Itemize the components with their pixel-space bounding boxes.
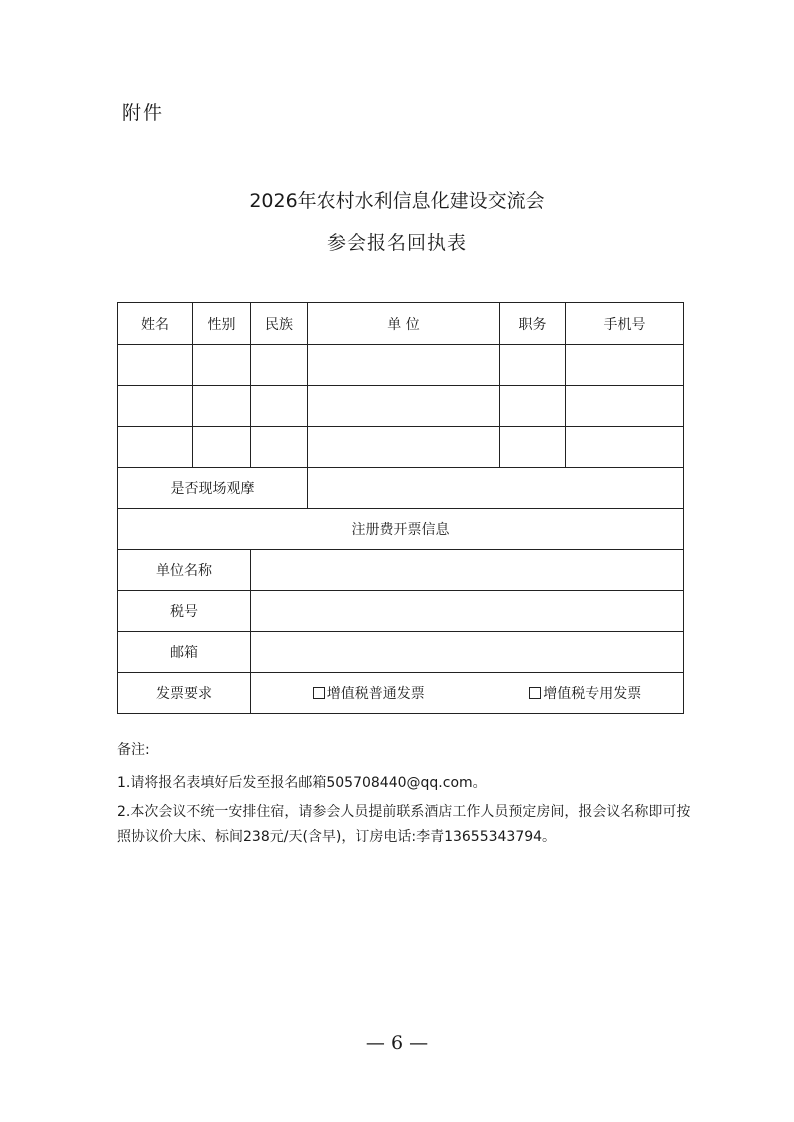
email-label: 邮箱: [118, 632, 251, 673]
organization-cell[interactable]: [308, 345, 500, 386]
registration-form-table: [117, 302, 684, 714]
unit-name-row: [118, 550, 684, 591]
position-cell[interactable]: [500, 345, 566, 386]
header-ethnicity: 民族: [251, 303, 308, 345]
organization-cell[interactable]: [308, 427, 500, 468]
invoice-requirement-options: [251, 673, 684, 714]
document-subtitle: 参会报名回执表: [326, 232, 467, 254]
unit-name-field[interactable]: [251, 550, 684, 591]
onsite-visit-label: 是否现场观摩: [118, 468, 308, 509]
invoice-requirement-label: 发票要求: [118, 673, 251, 714]
gender-cell[interactable]: [193, 345, 251, 386]
ethnicity-cell[interactable]: [251, 427, 308, 468]
header-organization: 单 位: [308, 303, 500, 345]
ethnicity-cell[interactable]: [251, 345, 308, 386]
note-item-2: 2.本次会议不统一安排住宿，请参会人员提前联系酒店工作人员预定房间，报会议名称即可按照协议价大床、标间238元/天(含早)，订房电话:李青13655343794。: [117, 804, 691, 845]
onsite-visit-row: [118, 468, 684, 509]
tax-number-field[interactable]: [251, 591, 684, 632]
invoice-option-special-label: 增值税专用发票: [543, 686, 642, 702]
table-row: [118, 427, 684, 468]
unit-name-label: 单位名称: [118, 550, 251, 591]
phone-cell[interactable]: [566, 386, 684, 427]
header-position: 职务: [500, 303, 566, 345]
gender-cell[interactable]: [193, 386, 251, 427]
checkbox-icon[interactable]: [529, 687, 541, 699]
document-title: 2026年农村水利信息化建设交流会: [249, 190, 545, 212]
invoice-option-normal[interactable]: [313, 683, 425, 703]
name-cell[interactable]: [118, 427, 193, 468]
attachment-label: 附件: [122, 102, 165, 124]
notes-heading: 备注:: [117, 742, 150, 758]
gender-cell[interactable]: [193, 427, 251, 468]
name-cell[interactable]: [118, 386, 193, 427]
email-field[interactable]: [251, 632, 684, 673]
header-phone: 手机号: [566, 303, 684, 345]
header-name: 姓名: [118, 303, 193, 345]
tax-number-label: 税号: [118, 591, 251, 632]
phone-cell[interactable]: [566, 345, 684, 386]
checkbox-icon[interactable]: [313, 687, 325, 699]
notes-section: [117, 738, 697, 854]
invoice-section-title: 注册费开票信息: [118, 509, 684, 550]
invoice-requirement-row: [118, 673, 684, 714]
invoice-option-normal-label: 增值税普通发票: [326, 686, 425, 702]
note-item-1: 1.请将报名表填好后发至报名邮箱505708440@qq.com。: [117, 775, 487, 791]
position-cell[interactable]: [500, 386, 566, 427]
email-row: [118, 632, 684, 673]
page-number: — 6 —: [365, 1032, 429, 1054]
phone-cell[interactable]: [566, 427, 684, 468]
header-gender: 性别: [193, 303, 251, 345]
tax-number-row: [118, 591, 684, 632]
invoice-option-special[interactable]: [529, 683, 641, 703]
table-row: [118, 386, 684, 427]
name-cell[interactable]: [118, 345, 193, 386]
table-header-row: [118, 303, 684, 345]
onsite-visit-field[interactable]: [308, 468, 684, 509]
invoice-section-row: [118, 509, 684, 550]
position-cell[interactable]: [500, 427, 566, 468]
table-row: [118, 345, 684, 386]
organization-cell[interactable]: [308, 386, 500, 427]
ethnicity-cell[interactable]: [251, 386, 308, 427]
